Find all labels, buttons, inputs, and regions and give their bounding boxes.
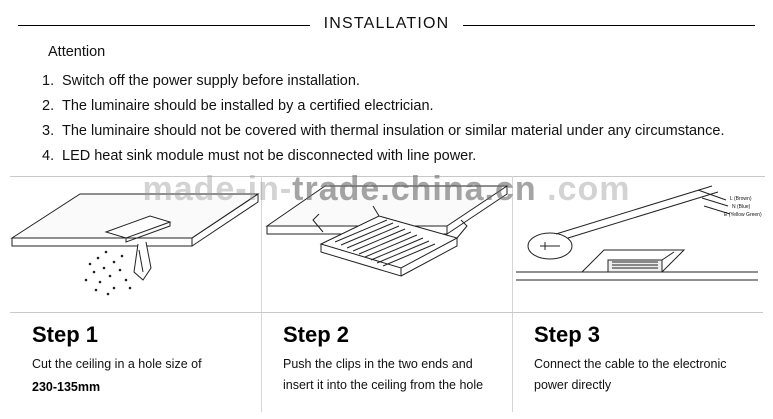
attention-heading: Attention (48, 44, 106, 60)
list-item-text: The luminaire should not be covered with thermal insulation or similar material under any circumstance. (62, 123, 725, 139)
list-item-number: 2. (42, 98, 55, 114)
insert-luminaire-illustration (261, 176, 512, 313)
wire-label-e: E (Yellow Green) (724, 212, 762, 218)
list-item-text: Switch off the power supply before installation. (62, 73, 360, 89)
step-title: Step 1 (32, 322, 99, 347)
watermark-middle: trade.china.cn (292, 170, 537, 208)
steps-row (10, 176, 765, 412)
wire-label-l: L (Brown) (730, 196, 752, 202)
wire-label-n: N (Blue) (732, 204, 751, 210)
step-note: 230-135mm (32, 380, 101, 394)
list-item (42, 144, 762, 169)
list-item-number: 4. (42, 148, 55, 164)
attention-list (42, 69, 762, 169)
list-item-number: 3. (42, 123, 55, 139)
list-item-number: 1. (42, 73, 55, 89)
list-item-text: LED heat sink module must not be disconnected with line power. (62, 148, 477, 164)
list-item (42, 69, 762, 94)
list-item (42, 119, 762, 144)
step-title: Step 2 (283, 322, 350, 347)
page-title: INSTALLATION (323, 15, 450, 32)
step-2 (261, 176, 512, 412)
list-item (42, 94, 762, 119)
step-3 (512, 176, 763, 412)
step-1 (10, 176, 261, 412)
step-description: Cut the ceiling in a hole size of (32, 357, 202, 371)
list-item-text: The luminaire should be installed by a certified electrician. (62, 98, 434, 114)
header-rule-left (18, 25, 310, 26)
header-rule-right (463, 25, 755, 26)
section-header (0, 10, 773, 38)
watermark-right: .com (536, 170, 631, 208)
attention-section (42, 44, 762, 169)
step-title: Step 3 (534, 322, 601, 347)
watermark-left: made-in- (142, 170, 293, 208)
step-description: Push the clips in the two ends and insert it into the ceiling from the hole (283, 357, 484, 392)
step-description: Connect the cable to the electronic power directly (534, 357, 727, 392)
driver-wiring-illustration (512, 176, 763, 313)
ceiling-cut-hole-illustration (10, 176, 261, 313)
